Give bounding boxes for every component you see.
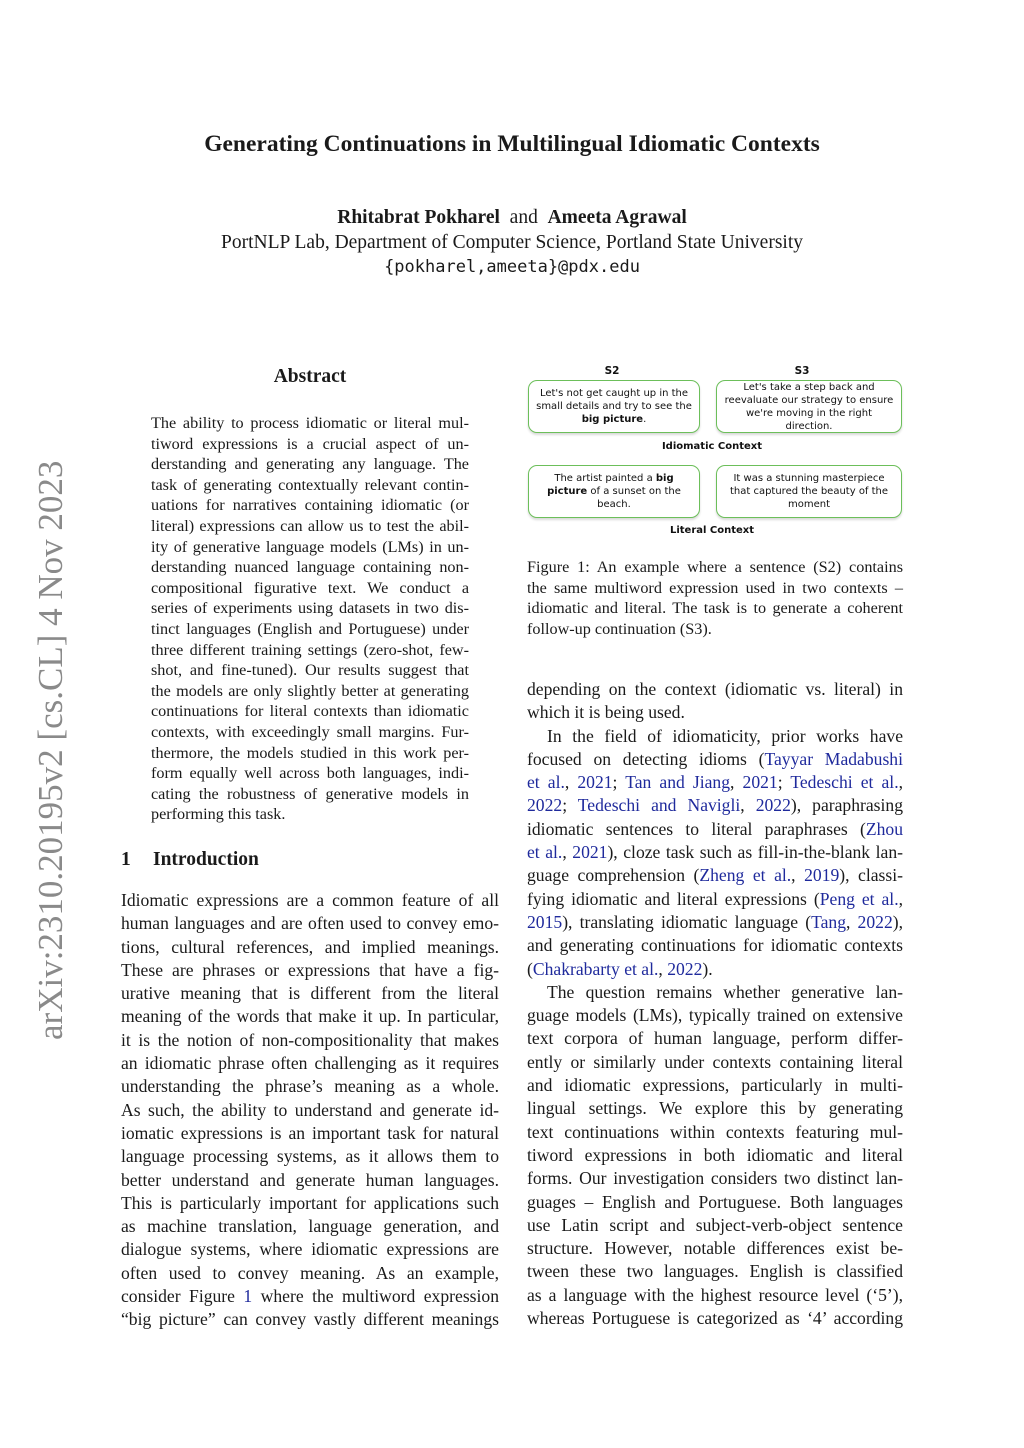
body-text: , <box>898 772 903 793</box>
citation-link[interactable]: 2019 <box>804 865 840 886</box>
body-text: , <box>846 911 858 932</box>
box-text: The artist painted a <box>554 473 656 484</box>
body-text: , <box>562 842 573 863</box>
body-line <box>527 794 903 817</box>
body-text: ), classi- <box>839 865 904 886</box>
abstract-line: uations for narratives containing idiomatic (or <box>151 496 469 515</box>
citation-link[interactable]: et al. <box>527 772 565 793</box>
body-text: ; <box>562 795 578 816</box>
abstract-heading: Abstract <box>273 366 347 387</box>
body-line: “big picture” can convey vastly different meanings <box>121 1309 499 1330</box>
literal-s3-text: It was a stunning masterpiece that captured the beauty of the moment <box>729 473 889 510</box>
author-conjunction: and <box>509 207 538 228</box>
box-text: Let's not get caught up in the small details and try to see the <box>536 388 692 412</box>
author-email: {pokharel,ameeta}@pdx.edu <box>384 257 640 277</box>
body-line: ently or similarly under contexts containing literal <box>527 1051 903 1072</box>
citation-link[interactable]: Tang <box>811 911 846 932</box>
body-line: In the field of idiomaticity, prior works have <box>547 725 903 746</box>
idiomatic-context-label: Idiomatic Context <box>661 441 763 452</box>
body-text: ; <box>777 772 791 793</box>
abstract-line: derstanding nuanced language containing non- <box>151 558 469 577</box>
abstract-line: shot, and fine-tuned). Our results suggest that <box>151 661 469 680</box>
abstract-line: The ability to process idiomatic or literal mul- <box>151 414 469 432</box>
body-line: guages – English and Portuguese. Both languages <box>527 1191 903 1212</box>
abstract-line: three different training settings (zero-shot, few- <box>151 640 469 659</box>
body-line: Idiomatic expressions are a common feature of all <box>121 890 499 910</box>
abstract-line: compositional figurative text. We conduct a <box>151 578 469 597</box>
body-line: dialogue systems, where idiomatic expressions are <box>121 1239 499 1260</box>
author-line <box>0 207 1024 229</box>
body-line: forms. Our investigation considers two distinct lan- <box>527 1168 903 1189</box>
body-line: text continuations within contexts featuring mul- <box>527 1121 903 1142</box>
idiomatic-s2-box <box>528 380 700 433</box>
body-line: human languages and are often used to convey emo- <box>121 913 499 934</box>
literal-s2-box <box>528 465 700 518</box>
body-line: as a language with the highest resource level (‘5’), <box>527 1284 903 1305</box>
body-line: These are phrases or expressions that have a fig- <box>121 959 499 980</box>
abstract-line: cating the robustness of generative models in <box>151 784 469 803</box>
abstract-line: continuations for literal contexts than idiomatic <box>151 702 469 721</box>
caption-line: Figure 1: An example where a sentence (S2) contains <box>527 558 903 576</box>
body-text: , <box>564 772 578 793</box>
body-line: an idiomatic phrase often challenging as it requires <box>121 1053 499 1074</box>
body-line: depending on the context (idiomatic vs. literal) in <box>527 679 903 699</box>
abstract-line: thermore, the models studied in this work per- <box>151 743 469 762</box>
body-line <box>527 958 903 981</box>
body-line: As such, the ability to understand and generate id- <box>121 1099 499 1120</box>
citation-link[interactable]: 2022 <box>755 795 791 816</box>
literal-s2-text <box>535 472 693 511</box>
citation-link[interactable]: 2022 <box>527 795 563 816</box>
idiomatic-s3-box <box>716 380 902 433</box>
abstract-line: ity of generative language models (LMs) in un- <box>151 537 469 556</box>
citation-link[interactable]: Tedeschi et al. <box>790 772 899 793</box>
body-line: text corpora of human language, perform differ- <box>527 1028 903 1049</box>
body-text: where the multiword expression <box>252 1286 499 1307</box>
author-name: Ameeta Agrawal <box>547 207 687 228</box>
body-line: iomatic expressions is an important task for natural <box>121 1122 499 1143</box>
citation-link[interactable]: Tayyar Madabushi <box>764 748 903 769</box>
caption-line: idiomatic and literal. The task is to generate a coherent <box>527 599 903 618</box>
figure-1 <box>527 362 903 542</box>
abstract-line: the models are only slightly better at generating <box>151 681 469 700</box>
abstract-line: literal) expressions can allow us to test the abil- <box>151 516 469 535</box>
body-text: guage comprehension ( <box>527 865 700 886</box>
abstract-line: task of generating contextually relevant contin- <box>151 475 469 494</box>
abstract-line: tiword expressions is a crucial aspect of un- <box>151 434 469 453</box>
citation-link[interactable]: 2015 <box>527 911 563 932</box>
body-line: meaning of the words that make it up. In particular, <box>121 1006 499 1027</box>
body-line: use Latin script and subject-verb-object sentence <box>527 1214 903 1235</box>
box-text: . <box>643 414 647 425</box>
body-line: whereas Portuguese is categorized as ‘4’ according <box>527 1308 903 1329</box>
body-text: ), paraphrasing <box>790 795 904 816</box>
body-line: tiword expressions in both idiomatic and literal <box>527 1144 903 1165</box>
figure-label-s2: S2 <box>604 365 620 377</box>
citation-link[interactable]: 2022 <box>667 958 703 979</box>
intro-right-column <box>527 678 903 1330</box>
body-text: consider Figure <box>121 1286 244 1307</box>
abstract-line: series of experiments using datasets in two dis- <box>151 599 469 618</box>
abstract-body <box>151 413 469 825</box>
citation-link[interactable]: 2021 <box>572 842 608 863</box>
body-line <box>527 911 903 934</box>
figure-reference-link[interactable]: 1 <box>243 1286 253 1307</box>
body-text: fying idiomatic and literal expressions ( <box>527 888 820 909</box>
abstract-line: contexts, with exceedingly small margins. Fur- <box>151 722 469 741</box>
body-line: The question remains whether generative lan- <box>547 981 903 1002</box>
citation-link[interactable]: 2021 <box>742 772 778 793</box>
citation-link[interactable]: Peng et al. <box>819 888 899 909</box>
citation-link[interactable]: Tedeschi and Navigli <box>577 795 741 816</box>
box-text-bold: big picture <box>547 473 674 497</box>
body-line: which it is being used. <box>527 702 685 723</box>
body-line: as machine translation, language generation, and <box>121 1216 499 1237</box>
figure-label-s3: S3 <box>794 365 810 377</box>
body-line: better understand and generate human languages. <box>121 1169 499 1190</box>
body-line <box>527 864 903 887</box>
body-line: tween these two languages. English is classified <box>527 1261 903 1282</box>
body-line: often used to convey meaning. As an example, <box>121 1262 499 1283</box>
body-line: understanding the phrase’s meaning as a whole. <box>121 1076 499 1097</box>
body-text: focused on detecting idioms ( <box>527 748 765 769</box>
author-name: Rhitabrat Pokharel <box>337 207 500 228</box>
body-text: , <box>898 888 904 909</box>
intro-left-column <box>121 889 499 1332</box>
body-line <box>527 748 903 771</box>
body-text: , <box>730 772 743 793</box>
body-line: urative meaning that is different from the literal <box>121 983 499 1004</box>
idiomatic-s3-text: Let's take a step back and reevaluate our strategy to ensure we're moving in the right direction. <box>724 381 894 432</box>
box-text: of a sunset on the beach. <box>587 486 681 510</box>
paper-title: Generating Continuations in Multilingual Idiomatic Contexts <box>204 131 820 157</box>
citation-link[interactable]: Chakrabarty et al. <box>532 958 659 979</box>
body-text: ), translating idiomatic language ( <box>562 911 812 932</box>
citation-link[interactable]: 2022 <box>857 911 893 932</box>
body-line <box>527 841 903 864</box>
figure-caption <box>527 557 903 639</box>
abstract-line: derstanding and generating any language. The <box>151 455 469 474</box>
abstract-line: performing this task. <box>151 805 286 824</box>
body-line <box>527 771 903 794</box>
body-line: guage models (LMs), typically trained on extensive <box>527 1005 903 1026</box>
citation-link[interactable]: Zhou <box>865 818 903 839</box>
body-text: , <box>791 865 805 886</box>
arxiv-identifier: arXiv:2310.20195v2 [cs.CL] 4 Nov 2023 <box>31 460 70 1040</box>
box-text-bold: big picture <box>581 414 644 425</box>
literal-s3-box <box>716 465 902 518</box>
citation-link[interactable]: Zheng et al. <box>699 865 792 886</box>
body-line <box>527 888 903 911</box>
idiomatic-s2-text <box>535 387 693 426</box>
abstract-line: form equally well across both languages, indi- <box>151 764 469 783</box>
body-text: , <box>658 958 668 979</box>
literal-context-label: Literal Context <box>669 525 755 536</box>
body-text: , <box>740 795 756 816</box>
body-text: ), cloze task such as fill-in-the-blank lan- <box>607 842 903 863</box>
body-line: tions, cultural references, and implied meanings. <box>121 936 499 957</box>
body-text: ( <box>527 958 533 979</box>
section-number: 1 <box>121 849 131 870</box>
body-line: and generating continuations for idiomatic contexts <box>527 935 903 956</box>
body-line <box>527 818 903 841</box>
body-line: and idiomatic expressions, particularly in multi- <box>527 1075 903 1096</box>
body-line <box>121 1285 499 1308</box>
abstract-line: tinct languages (English and Portuguese) under <box>151 619 469 638</box>
section-title: Introduction <box>153 849 259 870</box>
affiliation: PortNLP Lab, Department of Computer Science, Portland State University <box>221 232 803 253</box>
body-text: ; <box>612 772 626 793</box>
citation-link[interactable]: et al. <box>527 842 563 863</box>
body-line: it is the notion of non-compositionality that makes <box>121 1029 499 1050</box>
body-text: idiomatic sentences to literal paraphrases ( <box>527 818 866 839</box>
citation-link[interactable]: 2021 <box>577 772 613 793</box>
citation-link[interactable]: Tan and Jiang <box>625 772 731 793</box>
caption-line: follow-up continuation (S3). <box>527 619 712 638</box>
body-line: structure. However, notable differences exist be- <box>527 1238 903 1259</box>
body-text: ), <box>892 911 903 932</box>
body-line: This is particularly important for applications such <box>121 1192 499 1213</box>
body-line: lingual settings. We explore this by generating <box>527 1098 903 1119</box>
body-line: language processing systems, as it allows them to <box>121 1146 499 1167</box>
section-heading <box>121 849 259 871</box>
caption-line: the same multiword expression used in two contexts – <box>527 578 903 597</box>
body-text: ). <box>702 958 713 979</box>
